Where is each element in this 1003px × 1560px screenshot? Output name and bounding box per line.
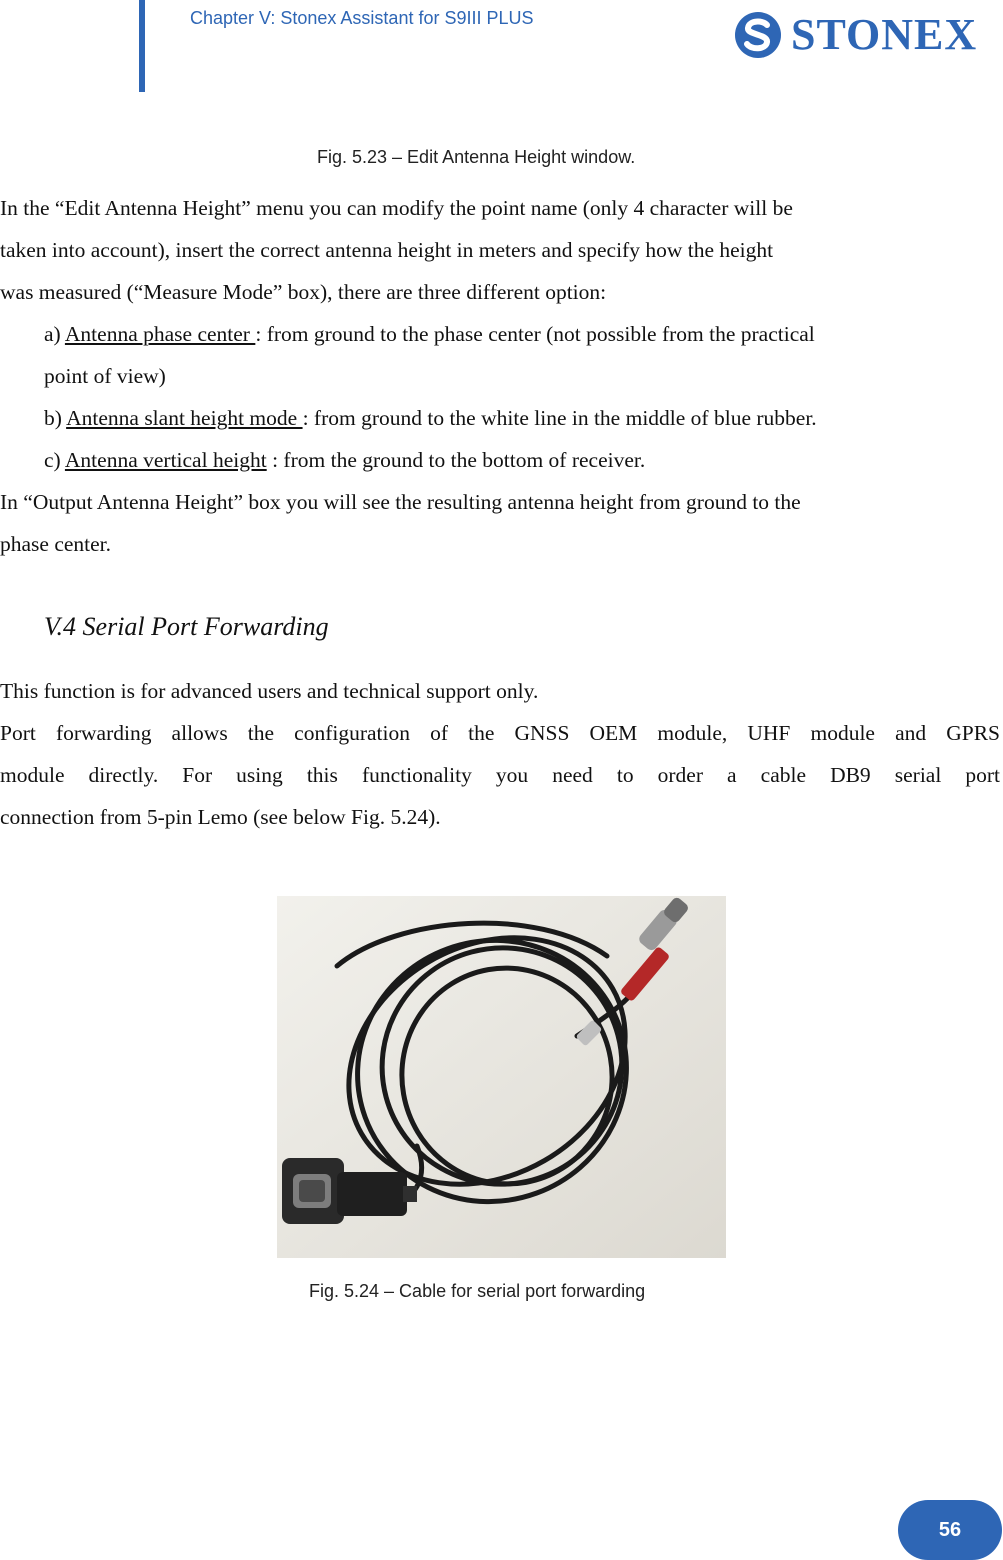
stonex-s-logo-icon <box>733 10 783 60</box>
serial-line: This function is for advanced users and technical support only. <box>0 679 539 703</box>
intro-line: In the “Edit Antenna Height” menu you can modify the point name (only 4 character will be <box>0 196 793 220</box>
page-number: 56 <box>898 1500 1002 1560</box>
option-c <box>0 439 1000 481</box>
option-description: : from ground to the white line in the middle of blue rubber. <box>302 406 817 430</box>
option-b <box>0 397 1000 439</box>
option-term-slant-height: Antenna slant height mode <box>66 406 303 430</box>
brand-name: STONEX <box>791 10 978 59</box>
chapter-title: Chapter V: Stonex Assistant for S9III PLUS <box>190 8 534 28</box>
option-prefix: a) <box>44 322 65 346</box>
figure-524-caption: Fig. 5.24 – Cable for serial port forwarding <box>309 1281 646 1301</box>
serial-paragraph <box>0 670 1000 838</box>
section-heading: V.4 Serial Port Forwarding <box>44 612 329 641</box>
option-a <box>0 313 1000 355</box>
header-accent-bar <box>139 0 145 92</box>
figure-523-caption: Fig. 5.23 – Edit Antenna Height window. <box>317 147 636 167</box>
output-line: In “Output Antenna Height” box you will see the resulting antenna height from ground to the <box>0 490 801 514</box>
output-line: phase center. <box>0 532 112 556</box>
option-description: : from ground to the phase center (not possible from the practical <box>255 322 815 346</box>
intro-paragraph <box>0 187 1000 313</box>
serial-line: module directly. For using this functionality you need to order a cable DB9 serial port <box>0 763 1000 787</box>
option-description: : from the ground to the bottom of receiver. <box>266 448 646 472</box>
measure-mode-options <box>0 313 1000 481</box>
option-prefix: b) <box>44 406 67 430</box>
cable-illustration <box>277 896 726 1258</box>
option-a-continuation: point of view) <box>44 364 166 388</box>
option-term-phase-center: Antenna phase center <box>64 322 256 346</box>
option-term-vertical-height: Antenna vertical height <box>64 448 267 472</box>
serial-line: Port forwarding allows the configuration of the GNSS OEM module, UHF module and GPRS <box>0 721 1000 745</box>
cable-photo <box>277 896 726 1258</box>
intro-line: was measured (“Measure Mode” box), there are three different option: <box>0 280 607 304</box>
option-prefix: c) <box>44 448 65 472</box>
serial-line: connection from 5-pin Lemo (see below Fig. 5.24). <box>0 805 441 829</box>
intro-line: taken into account), insert the correct antenna height in meters and specify how the height <box>0 238 774 262</box>
output-paragraph <box>0 481 1000 565</box>
stonex-logo <box>733 10 977 60</box>
